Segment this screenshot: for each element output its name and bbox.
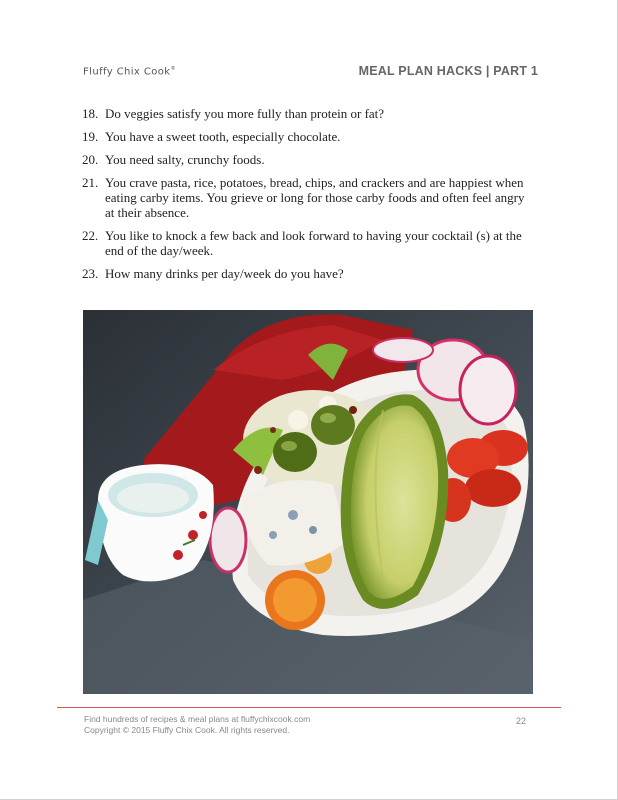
item-text: Do veggies satisfy you more fully than protein or fat? [105, 106, 385, 121]
list-item [82, 129, 532, 144]
list-item [82, 106, 532, 121]
item-text: How many drinks per day/week do you have? [105, 266, 344, 281]
item-text: You like to knock a few back and look forward to having your cocktail (s) at the end of the day/week. [105, 228, 522, 258]
list-item [82, 266, 532, 281]
footer-copyright-line: Copyright © 2015 Fluffy Chix Cook. All rights reserved. [84, 725, 290, 735]
brand-registered-mark: ® [170, 66, 176, 72]
section-title: MEAL PLAN HACKS | PART 1 [358, 64, 538, 78]
brand-name: Fluffy Chix Cook [83, 66, 171, 78]
footer-text [84, 714, 310, 736]
page-number: 22 [516, 716, 527, 726]
item-number: 23. [82, 266, 99, 281]
item-number: 20. [82, 152, 99, 167]
list-item [82, 228, 532, 258]
footer-divider [57, 707, 561, 708]
item-text: You have a sweet tooth, especially chocolate. [105, 129, 341, 144]
list-item [82, 152, 532, 167]
item-number: 21. [82, 175, 99, 190]
brand-logo [83, 66, 176, 77]
item-text: You crave pasta, rice, potatoes, bread, chips, and crackers and are happiest when eating carby items. You grieve or long for those carby foods and often feel angry at their absence. [105, 175, 525, 220]
salad-photo [83, 310, 533, 694]
question-list [82, 106, 532, 289]
item-number: 22. [82, 228, 99, 243]
item-number: 19. [82, 129, 99, 144]
item-text: You need salty, crunchy foods. [105, 152, 265, 167]
list-item [82, 175, 532, 220]
item-number: 18. [82, 106, 99, 121]
footer-website-line: Find hundreds of recipes & meal plans at fluffychixcook.com [84, 714, 311, 724]
